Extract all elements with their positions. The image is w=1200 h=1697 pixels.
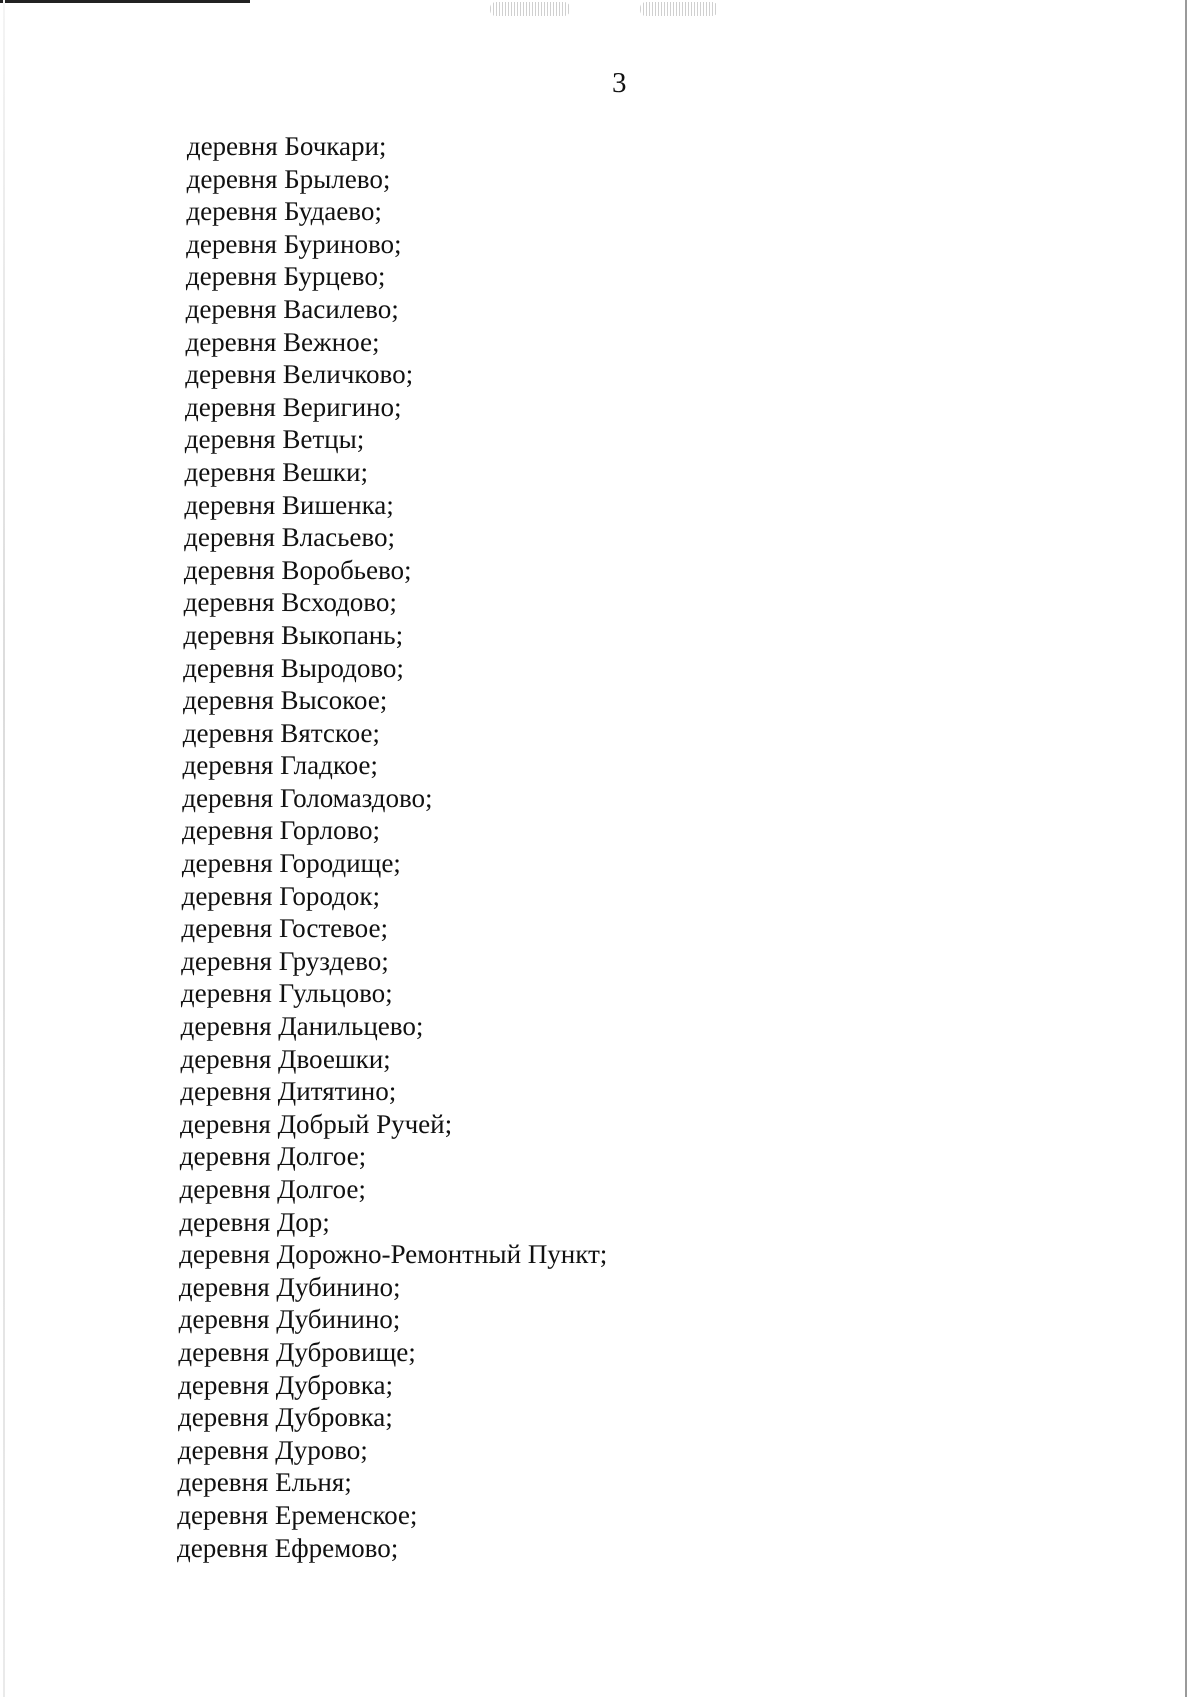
list-item: деревня Выкопань; [183,619,404,650]
list-item: деревня Дубровка; [178,1369,394,1400]
list-item: деревня Голомаздово; [182,782,433,813]
scan-left-edge [3,0,5,1697]
list-item: деревня Городище; [181,848,401,879]
list-item: деревня Долгое; [179,1174,367,1204]
list-item: деревня Горлово; [182,815,381,846]
list-item: деревня Дитятино; [180,1076,397,1107]
settlement-list [177,130,615,1564]
list-item: деревня Буриново; [186,228,402,259]
list-item: деревня Дубровище; [178,1336,416,1367]
list-item: деревня Гладкое; [182,750,379,781]
list-item: деревня Долгое; [179,1141,367,1172]
list-item: деревня Городок; [181,880,381,911]
scan-edge-mark [0,0,250,3]
list-item: деревня Величково; [185,359,414,390]
list-item: деревня Ефремово; [176,1532,399,1563]
list-item: деревня Василево; [185,293,399,324]
list-item: деревня Двоешки; [180,1043,391,1074]
list-item: деревня Дубровка; [177,1402,393,1433]
list-item: деревня Дурово; [177,1434,368,1465]
list-item: деревня Выродово; [183,652,405,683]
list-item: деревня Всходово; [183,587,398,618]
list-item: деревня Высокое; [182,685,388,716]
scan-smudge [490,2,570,16]
list-item: деревня Будаево; [186,196,383,227]
list-item: деревня Бурцево; [185,261,386,292]
list-item: деревня Данильцево; [180,1011,424,1042]
list-item: деревня Вятское; [182,717,381,748]
list-item: деревня Вишенка; [184,489,394,520]
list-item: деревня Брылево; [186,163,391,194]
list-item: деревня Груздево; [181,945,389,976]
list-item: деревня Дубинино; [178,1271,401,1302]
scan-right-edge [1185,0,1187,1697]
list-item: деревня Вежное; [185,326,380,357]
list-item: деревня Ельня; [177,1467,352,1498]
list-item: деревня Дубинино; [178,1304,401,1335]
list-item: деревня Ветцы; [184,424,365,455]
list-item: деревня Гостевое; [181,913,389,944]
list-item: деревня Власьево; [184,522,396,553]
list-item: деревня Вешки; [184,456,369,487]
list-item: деревня Веригино; [184,391,402,422]
list-item: деревня Гульцово; [180,978,393,1009]
list-item: деревня Дор; [179,1206,330,1237]
list-item: деревня Дорожно-Ремонтный Пункт; [179,1239,608,1270]
page-number: 3 [612,67,627,99]
list-item: деревня Бочкари; [186,131,387,161]
list-item: деревня Воробьево; [183,554,412,585]
list-item: деревня Еременское; [177,1499,418,1530]
scan-smudge [640,2,718,16]
list-item: деревня Добрый Ручей; [179,1108,453,1139]
